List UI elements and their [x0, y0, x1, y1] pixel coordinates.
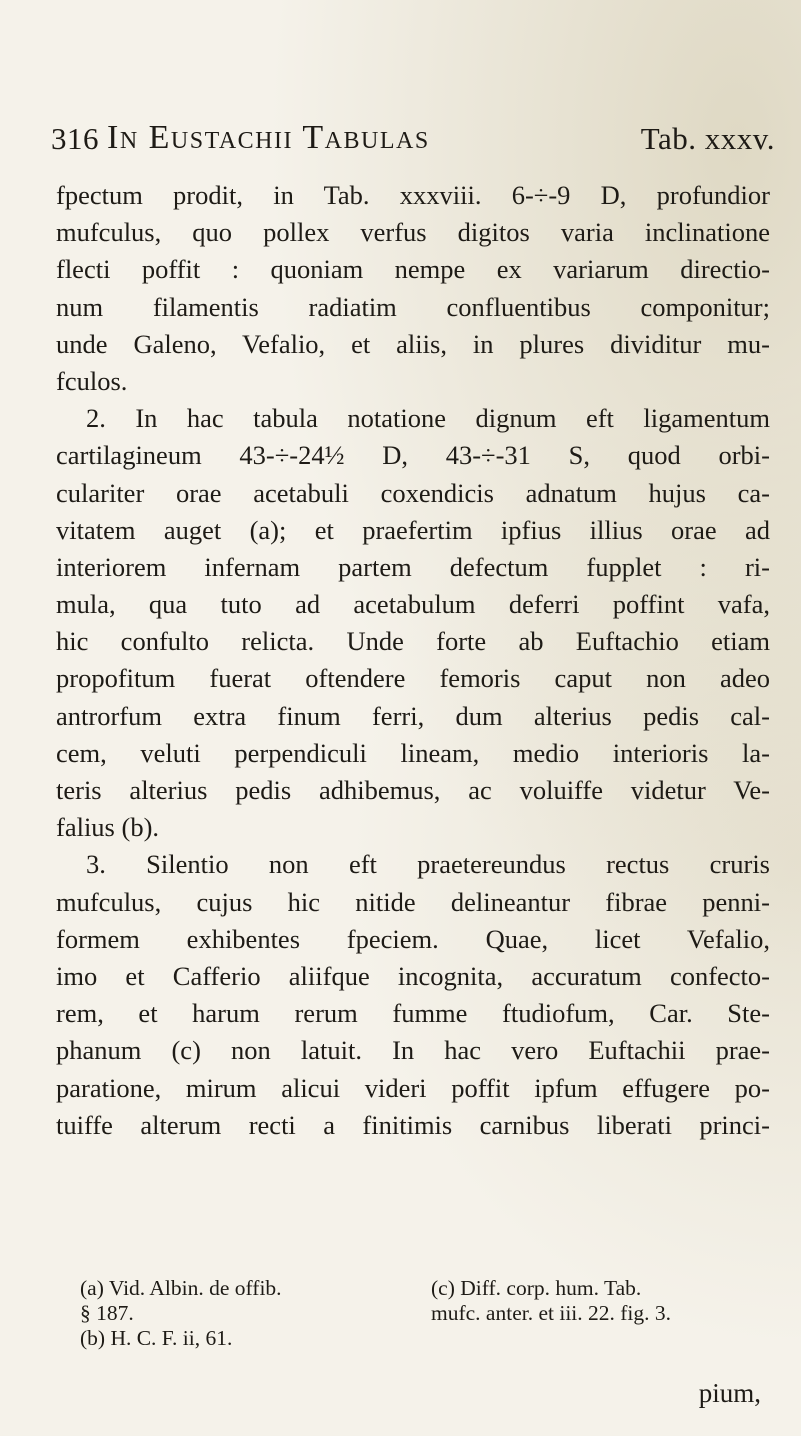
paragraph-start-line: 2. In hac tabula notatione dignum eft ligamentum: [86, 403, 770, 434]
paragraph-start-line: 3. Silentio non eft praetereundus rectus cruris: [86, 849, 770, 880]
body-text: [56, 177, 770, 1144]
text-line: interiorem infernam partem defectum fupplet : ri-: [56, 551, 770, 582]
footnote-line: § 187.: [80, 1301, 134, 1325]
footnotes-right-column: [431, 1276, 776, 1326]
text-line: phanum (c) non latuit. In hac vero Euftachii prae-: [56, 1035, 770, 1066]
page-header: [51, 113, 775, 163]
text-line: num filamentis radiatim confluentibus componitur;: [56, 291, 770, 322]
text-line: fculos.: [56, 365, 128, 396]
text-line: formem exhibentes fpeciem. Quae, licet Vefalio,: [56, 923, 770, 954]
footnote-line: (b) H. C. F. ii, 61.: [80, 1326, 233, 1350]
text-line: mufculus, cujus hic nitide delineantur fibrae penni-: [56, 886, 770, 917]
text-line: rem, et harum rerum fumme ftudiofum, Car. Ste-: [56, 998, 770, 1029]
text-line: paratione, mirum alicui videri poffit ipfum effugere po-: [56, 1072, 770, 1103]
plate-reference: Tab. xxxv.: [640, 121, 775, 156]
text-line: vitatem auget (a); et praefertim ipfius illius orae ad: [56, 514, 770, 545]
text-line: unde Galeno, Vefalio, et aliis, in plures dividitur mu-: [56, 328, 770, 359]
text-line: propofitum fuerat oftendere femoris caput non adeo: [56, 663, 770, 694]
text-line: imo et Cafferio aliifque incognita, accuratum confecto-: [56, 960, 770, 991]
text-line: flecti poffit : quoniam nempe ex variarum directio-: [56, 254, 770, 285]
text-line: mufculus, quo pollex verfus digitos varia inclinatione: [56, 217, 770, 248]
footnote-line: mufc. anter. et iii. 22. fig. 3.: [431, 1301, 672, 1325]
text-line: cartilagineum 43-÷-24½ D, 43-÷-31 S, quod orbi-: [56, 440, 770, 471]
text-line: teris alterius pedis adhibemus, ac voluiffe videtur Ve-: [56, 775, 770, 805]
catchword: pium,: [698, 1378, 761, 1408]
text-line: hic confulto relicta. Unde forte ab Euftachio etiam: [56, 626, 770, 657]
footnotes-left-column: [80, 1276, 440, 1351]
text-line: fpectum prodit, in Tab. xxxviii. 6-÷-9 D, profundior: [56, 180, 770, 210]
text-line: culariter orae acetabuli coxendicis adnatum hujus ca-: [56, 477, 770, 508]
footnote-line: (a) Vid. Albin. de offib.: [80, 1276, 282, 1300]
text-line: tuiffe alterum recti a finitimis carnibus liberati princi-: [56, 1109, 770, 1140]
text-line: antrorfum extra finum ferri, dum alterius pedis cal-: [56, 700, 770, 731]
footnote-line: (c) Diff. corp. hum. Tab.: [431, 1276, 642, 1300]
running-title: In Eustachii Tabulas: [107, 119, 430, 156]
text-line: falius (b).: [56, 812, 160, 843]
text-line: mula, qua tuto ad acetabulum deferri poffint vafa,: [56, 589, 770, 620]
text-line: cem, veluti perpendiculi lineam, medio interioris la-: [56, 737, 770, 768]
page-number: 316: [51, 121, 99, 156]
